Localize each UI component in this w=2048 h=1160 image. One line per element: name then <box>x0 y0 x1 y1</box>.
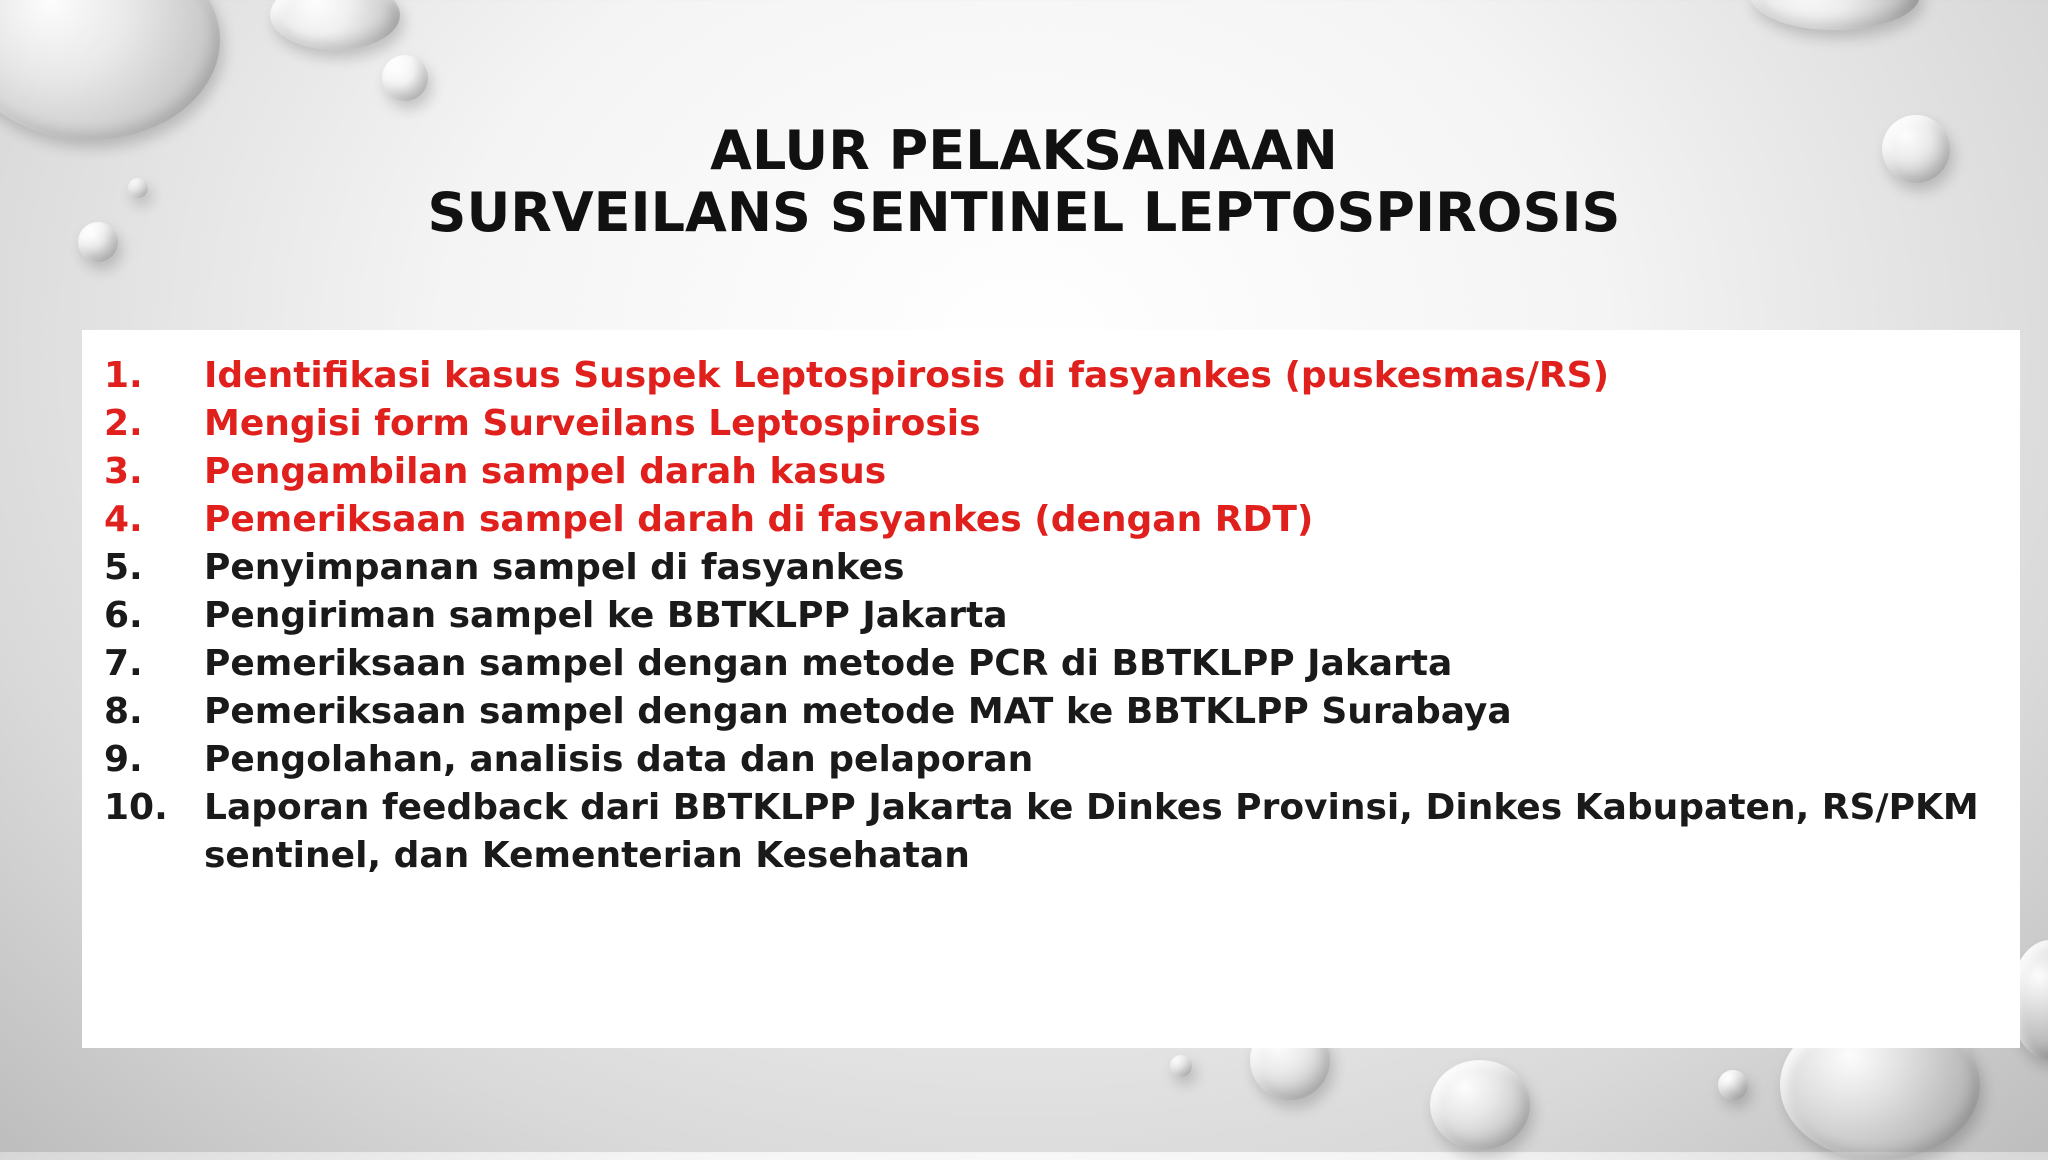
list-item-number: 1. <box>104 355 143 396</box>
step-list <box>104 352 2004 880</box>
list-item-text: Pengambilan sampel darah kasus <box>204 451 887 492</box>
list-item-text: Mengisi form Surveilans Leptospirosis <box>204 403 981 444</box>
slide-title-line-2: SURVEILANS SENTINEL LEPTOSPIROSIS <box>427 181 1621 244</box>
water-drop-decoration <box>270 0 400 50</box>
list-item <box>104 400 2004 448</box>
list-item-number: 2. <box>104 403 143 444</box>
water-drop-decoration <box>1170 1055 1192 1077</box>
water-drop-decoration <box>1430 1060 1530 1150</box>
water-drop-decoration <box>1750 0 1920 30</box>
list-item <box>104 688 2004 736</box>
list-item <box>104 592 2004 640</box>
list-item-number: 6. <box>104 595 143 636</box>
list-item <box>104 448 2004 496</box>
list-item <box>104 784 2004 880</box>
list-item <box>104 544 2004 592</box>
list-item-text: Pengiriman sampel ke BBTKLPP Jakarta <box>204 595 1008 636</box>
list-item <box>104 352 2004 400</box>
list-item-text: Pemeriksaan sampel dengan metode PCR di BBTKLPP Jakarta <box>204 643 1453 684</box>
list-item-number: 9. <box>104 739 143 780</box>
list-item-number: 8. <box>104 691 143 732</box>
slide-title-line-1: ALUR PELAKSANAAN <box>710 119 1338 182</box>
list-item <box>104 640 2004 688</box>
list-item-text: Pemeriksaan sampel darah di fasyankes (dengan RDT) <box>204 499 1314 540</box>
list-item-text: Identifikasi kasus Suspek Leptospirosis di fasyankes (puskesmas/RS) <box>204 355 1610 396</box>
list-item <box>104 496 2004 544</box>
water-drop-decoration <box>0 0 220 140</box>
list-item-text: Penyimpanan sampel di fasyankes <box>204 547 905 588</box>
content-panel <box>82 330 2020 1048</box>
slide-title <box>0 120 2048 244</box>
list-item-text: Laporan feedback dari BBTKLPP Jakarta ke Dinkes Provinsi, Dinkes Kabupaten, RS/PKM sentinel, dan Kementerian Kesehatan <box>204 787 1979 876</box>
water-drop-decoration <box>382 55 428 101</box>
list-item-text: Pemeriksaan sampel dengan metode MAT ke BBTKLPP Surabaya <box>204 691 1512 732</box>
list-item <box>104 736 2004 784</box>
list-item-number: 3. <box>104 451 143 492</box>
list-item-number: 7. <box>104 643 143 684</box>
list-item-number: 10. <box>104 787 168 828</box>
list-item-number: 4. <box>104 499 143 540</box>
water-drop-decoration <box>1718 1070 1748 1100</box>
list-item-text: Pengolahan, analisis data dan pelaporan <box>204 739 1034 780</box>
list-item-number: 5. <box>104 547 143 588</box>
